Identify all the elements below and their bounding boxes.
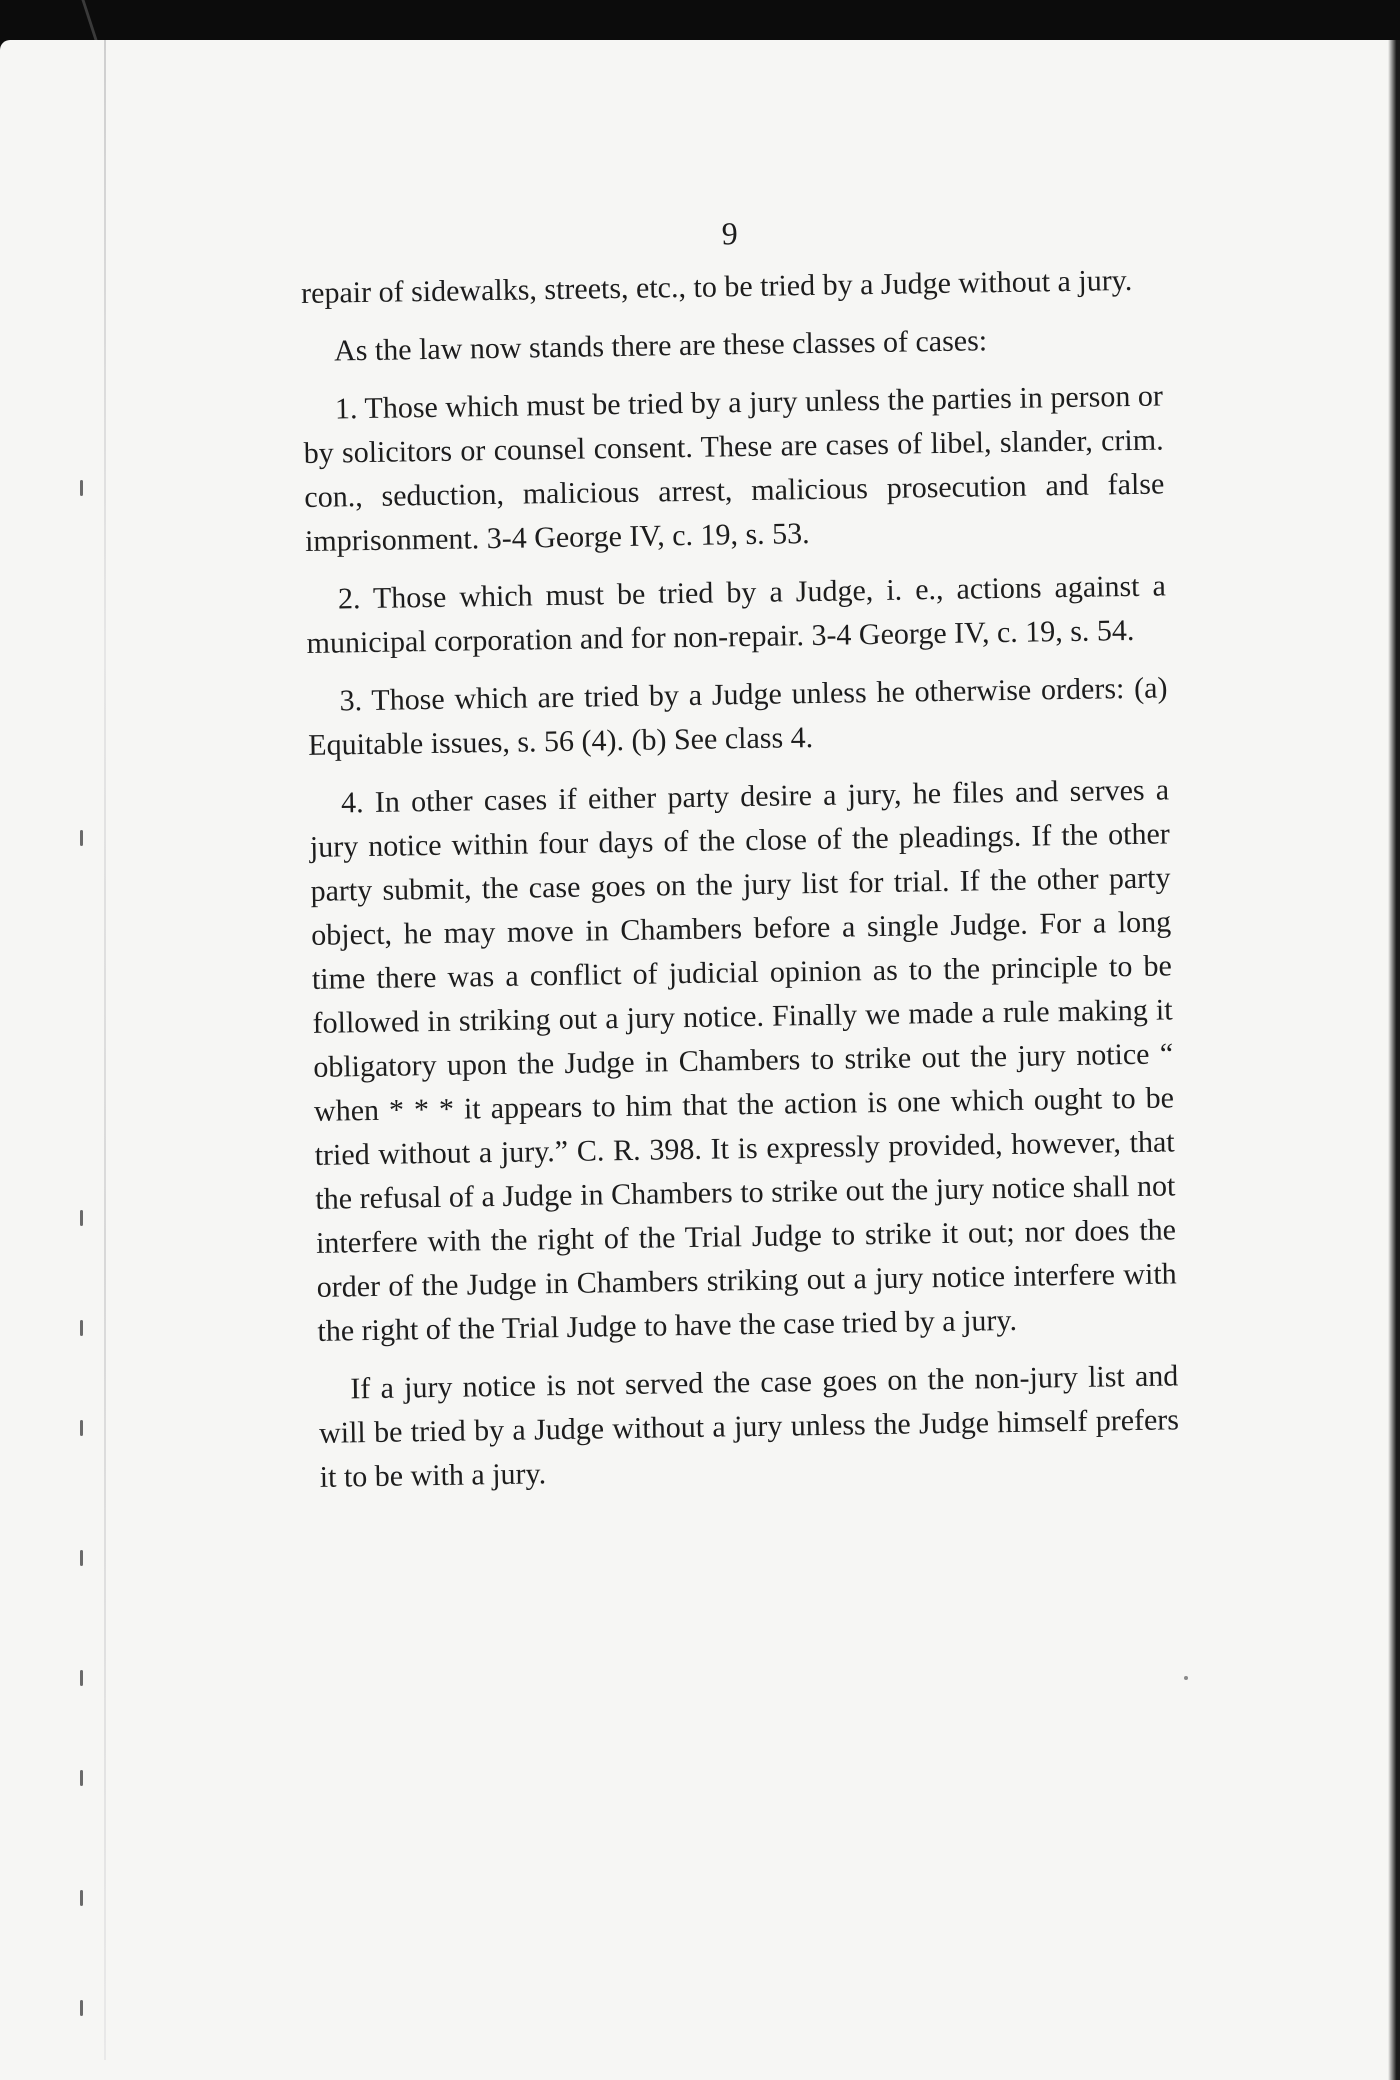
binding-mark (80, 1670, 83, 1686)
binding-mark (80, 480, 83, 496)
paragraph-class-3: 3. Those which are tried by a Judge unless he otherwise orders: (a) Equitable issues, s. 56 (4). (b) See class 4. (307, 671, 1168, 762)
paragraph-class-4: 4. In other cases if either party desire a jury, he files and serves a jury notice within four days of the close of the pleadings. If the other party submit, the case goes on the jury list for trial. If the other party object, he may move in Chambers before a single Judge. For a long time there was a conflict of judicial opinion as to the principle to be followed in striking out a jury notice. Finally we made a rule making it obligatory upon the Judge in Chambers to strike out the jury notice “ when * * * it appears to him that the action is one which ought to be tried without a jury.” C. R. 398. It is expressly provided, however, that the refusal of a Judge in Chambers to strike out the jury notice shall not interfere with the right of the Trial Judge to strike it out; nor does the order of the Judge in Chambers striking out a jury notice interfere with the right of the Trial Judge to have the case tried by a jury. (309, 773, 1177, 1348)
binding-mark (80, 830, 83, 846)
binding-mark (80, 2000, 83, 2016)
page-number: 9 (721, 215, 740, 252)
paragraph-continuation: repair of sidewalks, streets, etc., to be tried by a Judge without a jury. (300, 263, 1133, 310)
stray-ink-dot (1184, 1676, 1188, 1680)
paragraph-class-1: 1. Those which must be tried by a jury unless the parties in person or by solicitors or counsel consent. These are cases of libel, slander, crim. con., seduction, malicious arrest, malicious prosecution and false imprisonment. 3-4 George IV, c. 19, s. 53. (303, 379, 1165, 558)
paragraph-class-2: 2. Those which must be tried by a Judge, i. e., actions against a municipal corporation and for non-repair. 3-4 George IV, c. 19, s. 54. (306, 569, 1167, 660)
binding-mark (80, 1320, 83, 1336)
binding-mark (80, 1770, 83, 1786)
binding-mark (80, 1210, 83, 1226)
scan-edge-mark (82, 0, 98, 40)
paragraph-non-jury: If a jury notice is not served the case goes on the non-jury list and will be tried by a Judge without a jury unless the Judge himself prefers it to be with a jury. (318, 1359, 1180, 1494)
page-right-edge-shadow (1388, 40, 1400, 2080)
binding-mark (80, 1890, 83, 1906)
page-text-block (300, 206, 1180, 1499)
page-gutter-line (104, 40, 106, 2060)
paragraph-intro: As the law now stands there are these classes of cases: (333, 324, 988, 368)
binding-mark (80, 1550, 83, 1566)
binding-mark (80, 1420, 83, 1436)
